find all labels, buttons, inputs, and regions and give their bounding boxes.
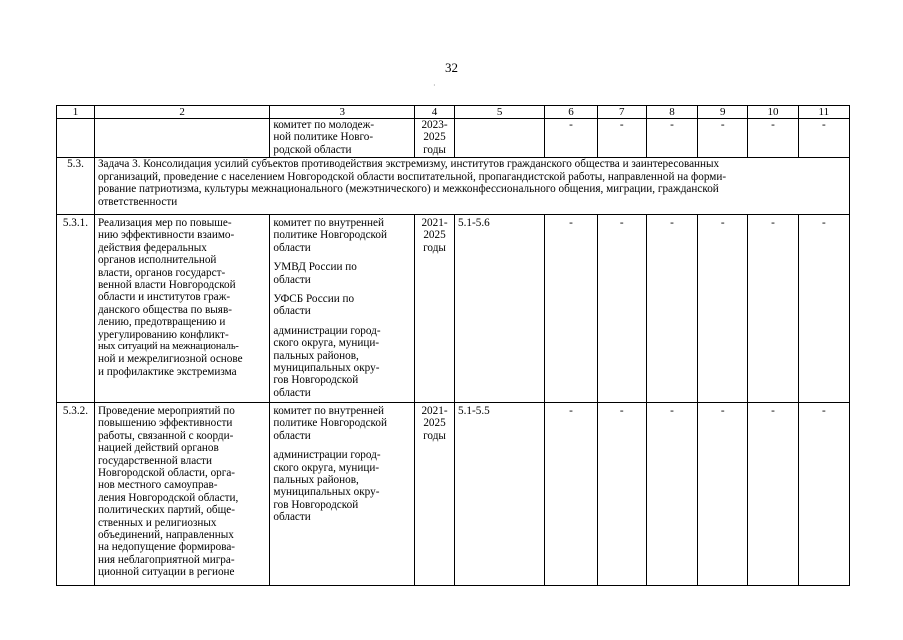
- text-line: 2023-: [421, 119, 448, 131]
- table-row: [57, 215, 850, 403]
- text-line: нов местного самоуправ-: [97, 479, 218, 492]
- plan-table: [56, 105, 850, 586]
- text-line: администрации город-: [273, 449, 381, 462]
- value-cell: -: [798, 119, 849, 158]
- value-cell: -: [545, 215, 597, 403]
- text-line: ответственности: [97, 195, 178, 208]
- text-line: ных ситуаций на межнациональ-: [97, 341, 239, 353]
- text-line: комитет по молодеж-: [273, 119, 375, 131]
- text-line: ского округа, муници-: [273, 461, 380, 474]
- text-line: венной власти Новгородской: [97, 279, 236, 292]
- executor-cell: [270, 403, 415, 586]
- text-line: урегулированию конфликт-: [97, 328, 229, 341]
- period-cell: [415, 403, 455, 586]
- column-number: 3: [270, 106, 415, 119]
- text-line: власти, органов государст-: [97, 266, 226, 279]
- period-cell: [415, 215, 455, 403]
- row-number: 5.3.1.: [57, 215, 95, 403]
- text-line: нию эффективности взаимо-: [97, 229, 235, 242]
- column-number: 1: [57, 106, 95, 119]
- column-number: 9: [698, 106, 748, 119]
- text-line: 2025: [423, 417, 446, 430]
- activity-description: [94, 403, 269, 586]
- value-cell: -: [698, 215, 748, 403]
- value-cell: -: [748, 215, 798, 403]
- column-number: 11: [798, 106, 849, 119]
- text-line: годы: [423, 429, 446, 442]
- text-line: области: [273, 273, 311, 286]
- text-line: годы: [423, 143, 446, 156]
- text-line: ционной ситуации в регионе: [97, 566, 235, 579]
- text-line: УФСБ России по: [273, 293, 355, 306]
- text-line: муниципальных окру-: [273, 362, 380, 375]
- text-line: органов исполнительной: [97, 254, 217, 267]
- text-line: ния неблагоприятной мигра-: [97, 553, 235, 566]
- text-line: области: [273, 429, 311, 442]
- column-number: 4: [415, 106, 455, 119]
- text-line: рование патриотизма, культуры межнационального (межэтнического) и межконфессионального общения, миграции, гражданской: [97, 183, 719, 196]
- text-line: области и институтов граж-: [97, 291, 231, 304]
- text-line: повышению эффективности: [97, 417, 233, 430]
- indicators-cell: 5.1-5.5: [455, 403, 545, 586]
- text-line: пальных районов,: [273, 474, 359, 487]
- text-line: области: [273, 386, 311, 399]
- text-line: организаций, проведение с населением Новгородской области воспитательной, пропагандистской работы, направленной на форми-: [97, 170, 727, 183]
- row-number: [57, 119, 95, 158]
- value-cell: -: [597, 119, 646, 158]
- value-cell: -: [798, 215, 849, 403]
- text-line: и профилактике экстремизма: [97, 365, 237, 378]
- text-line: 2021-: [421, 217, 448, 229]
- column-number: 6: [545, 106, 597, 119]
- text-line: ной политике Новго-: [273, 131, 374, 144]
- text-line: 2025: [423, 131, 446, 144]
- table-row: [57, 119, 850, 158]
- indicators-cell: [455, 119, 545, 158]
- executor-cell: [270, 215, 415, 403]
- text-line: нацией действий органов: [97, 442, 219, 455]
- column-number: 5: [455, 106, 545, 119]
- executor: [273, 325, 411, 399]
- text-line: области: [273, 305, 311, 318]
- executor: [273, 261, 411, 286]
- text-line: Задача 3. Консолидация усилий субъектов противодействия экстремизму, институтов гражданского общества и заинтересованных: [97, 158, 720, 170]
- text-line: работы, связанной с коорди-: [97, 429, 234, 442]
- scan-dot: ·: [433, 81, 436, 90]
- executor-cell: [270, 119, 415, 158]
- executor: [273, 449, 411, 523]
- text-line: администрации город-: [273, 324, 381, 337]
- executor: [273, 405, 411, 442]
- text-line: Новгородской области, орга-: [97, 467, 236, 480]
- text-line: области: [273, 511, 311, 524]
- text-line: лению, предотвращению и: [97, 316, 226, 329]
- column-number-row: [57, 106, 850, 119]
- activity-description: [94, 215, 269, 403]
- executor: [273, 293, 411, 318]
- text-line: Реализация мер по повыше-: [97, 217, 232, 229]
- value-cell: -: [748, 119, 798, 158]
- executor: [273, 119, 411, 156]
- text-line: гов Новгородской: [273, 498, 359, 511]
- row-number: 5.3.: [57, 158, 95, 215]
- task-description: [94, 158, 849, 215]
- text-line: данского общества по выяв-: [97, 303, 232, 316]
- text-line: гов Новгородской: [273, 374, 359, 387]
- text-line: пальных районов,: [273, 349, 359, 362]
- value-cell: -: [646, 215, 697, 403]
- executor: [273, 217, 411, 254]
- table-row: [57, 403, 850, 586]
- text-line: муниципальных окру-: [273, 486, 380, 499]
- value-cell: -: [545, 403, 597, 586]
- column-number: 10: [748, 106, 798, 119]
- value-cell: -: [646, 403, 697, 586]
- value-cell: -: [545, 119, 597, 158]
- value-cell: -: [597, 215, 646, 403]
- text-line: объединений, направленных: [97, 529, 234, 542]
- text-line: ского округа, муници-: [273, 337, 380, 350]
- activity-description: [94, 119, 269, 158]
- text-line: 2025: [423, 229, 446, 242]
- text-line: комитет по внутренней: [273, 217, 384, 229]
- text-line: на недопущение формирова-: [97, 541, 236, 554]
- value-cell: -: [597, 403, 646, 586]
- row-number: 5.3.2.: [57, 403, 95, 586]
- column-number: 7: [597, 106, 646, 119]
- text-line: годы: [423, 241, 446, 254]
- text-line: политике Новгородской: [273, 417, 388, 430]
- text-line: государственной власти: [97, 454, 213, 467]
- text-line: политике Новгородской: [273, 229, 388, 242]
- text-line: комитет по внутренней: [273, 405, 384, 417]
- value-cell: -: [646, 119, 697, 158]
- text-line: УМВД России по: [273, 261, 357, 274]
- value-cell: -: [698, 403, 748, 586]
- text-line: политических партий, обще-: [97, 504, 235, 517]
- indicators-cell: 5.1-5.6: [455, 215, 545, 403]
- column-number: 8: [646, 106, 697, 119]
- value-cell: -: [748, 403, 798, 586]
- text-line: ления Новгородской области,: [97, 491, 239, 504]
- column-number: 2: [94, 106, 269, 119]
- text-line: области: [273, 241, 311, 254]
- text-line: 2021-: [421, 405, 448, 417]
- text-line: Проведение мероприятий по: [97, 405, 235, 417]
- text-line: действия федеральных: [97, 241, 207, 254]
- text-line: ной и межрелигиозной основе: [97, 353, 243, 366]
- page-number: 32: [445, 60, 458, 75]
- period-cell: [415, 119, 455, 158]
- value-cell: -: [698, 119, 748, 158]
- text-line: ственных и религиозных: [97, 516, 217, 529]
- value-cell: -: [798, 403, 849, 586]
- task-row: [57, 158, 850, 215]
- text-line: родской области: [273, 143, 352, 156]
